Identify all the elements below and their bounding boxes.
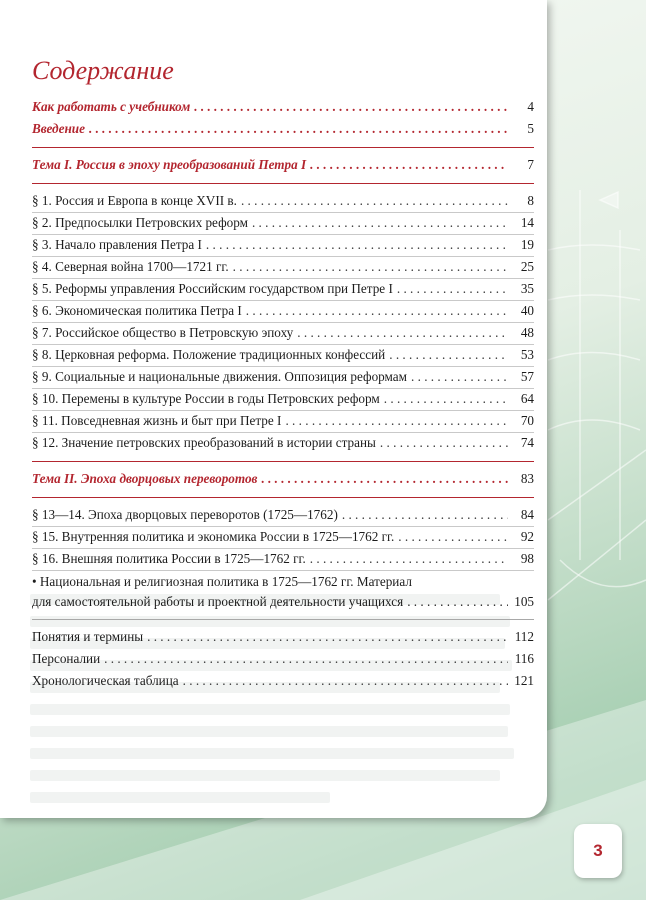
toc-theme-2[interactable]: Тема II. Эпоха дворцовых переворотов . . . 83 [32, 468, 534, 490]
toc-entry[interactable]: § 7. Российское общество в Петровскую эпоху . . . 48 [32, 322, 534, 344]
toc-entry[interactable]: § 5. Реформы управления Российским государством при Петре I . . . 35 [32, 278, 534, 300]
table-of-contents [32, 96, 534, 692]
toc-entry[interactable]: § 8. Церковная реформа. Положение традиционных конфессий . . . 53 [32, 344, 534, 366]
toc-entry-chronology[interactable]: Хронологическая таблица . . . 121 [32, 670, 534, 692]
divider [32, 461, 534, 462]
toc-entry[interactable]: § 2. Предпосылки Петровских реформ . . . 14 [32, 212, 534, 234]
toc-entry[interactable]: § 4. Северная война 1700—1721 гг. . . . 25 [32, 256, 534, 278]
divider [32, 183, 534, 184]
toc-entry[interactable]: § 15. Внутренняя политика и экономика России в 1725—1762 гг. . . . 92 [32, 526, 534, 548]
toc-entry[interactable]: § 1. Россия и Европа в конце XVII в. . . . 8 [32, 190, 534, 212]
page-title: Содержание [32, 56, 174, 85]
toc-entry[interactable]: § 9. Социальные и национальные движения. Оппозиция реформам . . . 57 [32, 366, 534, 388]
toc-entry[interactable]: § 11. Повседневная жизнь и быт при Петре I . . . 70 [32, 410, 534, 432]
toc-entry-material[interactable]: • Национальная и религиозная политика в 1725—1762 гг. Материал для самостоятельной работы и проектной деятельности учащихся . . . 105 [32, 570, 534, 612]
page-number: 3 [574, 824, 622, 878]
toc-entry-introduction[interactable]: Введение . . . 5 [32, 118, 534, 140]
toc-entry-how-to-use[interactable]: Как работать с учебником . . . 4 [32, 96, 534, 118]
divider [32, 147, 534, 148]
toc-entry-persons[interactable]: Персоналии . . . 116 [32, 648, 534, 670]
toc-entry-terms[interactable]: Понятия и термины . . . 112 [32, 626, 534, 648]
toc-entry[interactable]: § 6. Экономическая политика Петра I . . . 40 [32, 300, 534, 322]
divider [32, 619, 534, 620]
toc-entry[interactable]: § 3. Начало правления Петра I . . . 19 [32, 234, 534, 256]
divider [32, 497, 534, 498]
toc-entry[interactable]: § 13—14. Эпоха дворцовых переворотов (1725—1762) . . . 84 [32, 504, 534, 526]
toc-theme-1[interactable]: Тема I. Россия в эпоху преобразований Петра I . . . 7 [32, 154, 534, 176]
toc-entry[interactable]: § 10. Перемены в культуре России в годы Петровских реформ . . . 64 [32, 388, 534, 410]
toc-entry[interactable]: § 16. Внешняя политика России в 1725—1762 гг. . . . 98 [32, 548, 534, 570]
toc-entry[interactable]: § 12. Значение петровских преобразований в истории страны . . . 74 [32, 432, 534, 454]
